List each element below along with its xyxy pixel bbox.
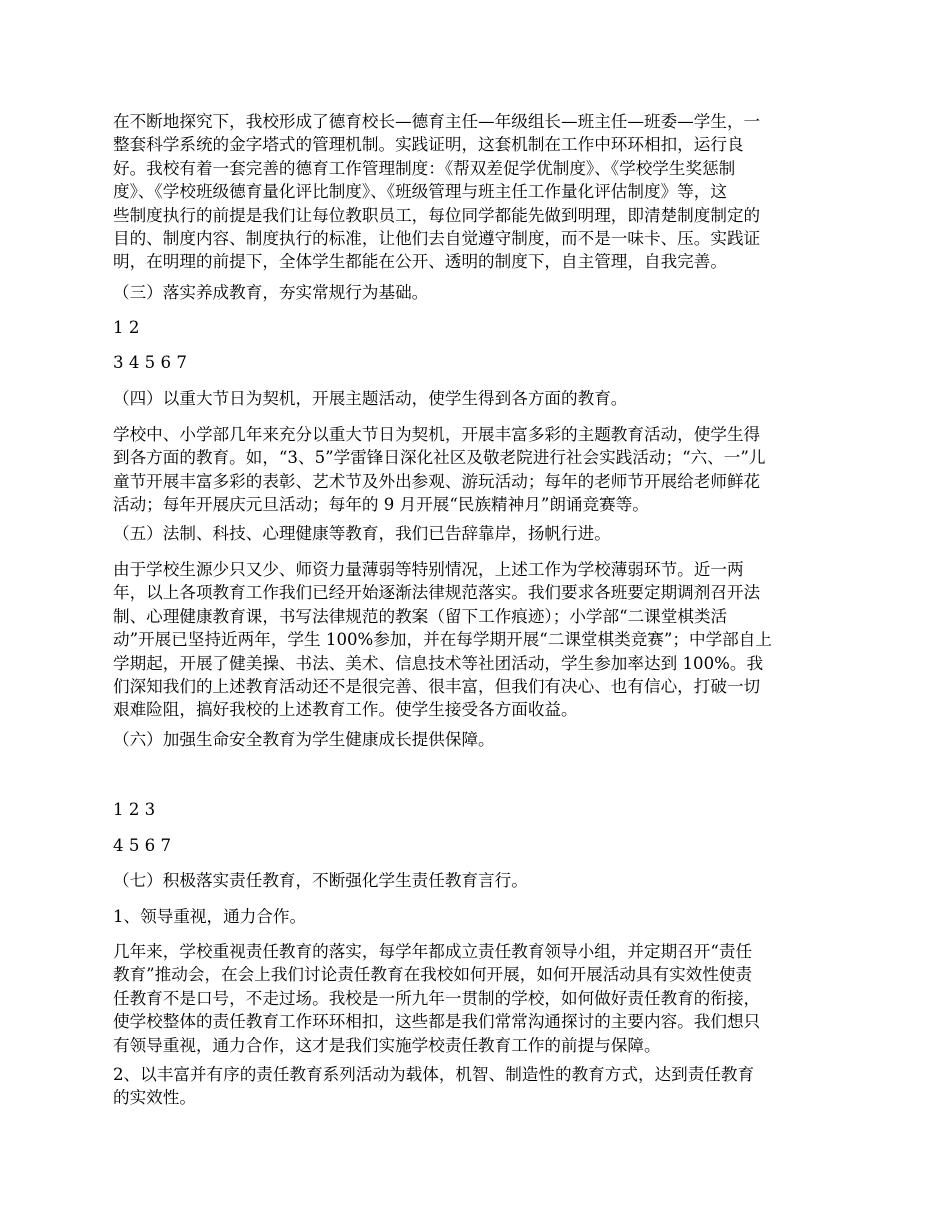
- number-row: [113, 798, 840, 821]
- paragraph-management-system: [113, 110, 840, 274]
- text-line: （四）以重大节日为契机，开展主题活动，使学生得到各方面的教育。: [113, 389, 628, 408]
- text-line: 1、领导重视，通力合作。: [113, 907, 307, 926]
- text-line: 童节开展丰富多彩的表彰、艺术节及外出参观、游玩活动；每年的老师节开展给老师鲜花: [113, 471, 761, 491]
- text-line: 目的、制度内容、制度执行的标准，让他们去自觉遵守制度，而不是一味卡、压。实践证: [113, 229, 761, 249]
- section-heading-7: [113, 869, 840, 892]
- text-line: （三）落实养成教育，夯实常规行为基础。: [113, 283, 429, 302]
- paragraph-festival-activities: [113, 423, 840, 517]
- text-line: 教育”推动会，在会上我们讨论责任教育在我校如何开展，如何开展活动具有实效性使责: [113, 965, 753, 985]
- text-line: （六）加强生命安全教育为学生健康成长提供保障。: [113, 730, 495, 749]
- text-line: 艰难险阻，搞好我校的上述教育工作。使学生接受各方面收益。: [113, 700, 578, 720]
- text-line: （七）积极落实责任教育，不断强化学生责任教育言行。: [113, 871, 528, 890]
- text-line: 度》、《学校班级德育量化评比制度》、《班级管理与班主任工作量化评估制度》等，这: [113, 182, 727, 202]
- paragraph-legal-education: [113, 558, 840, 722]
- text-line: 年，以上各项教育工作我们已经开始逐渐法律规范落实。我们要求各班要定期调剂召开法: [113, 583, 761, 603]
- number-row: [113, 351, 840, 374]
- text-line: 3 4 5 6 7: [113, 353, 187, 372]
- text-line: 学校中、小学部几年来充分以重大节日为契机，开展丰富多彩的主题教育活动，使学生得: [113, 425, 761, 444]
- text-line: 些制度执行的前提是我们让每位教职员工，每位同学都能先做到明理，即清楚制度制定的: [113, 205, 761, 225]
- text-line: 学期起，开展了健美操、书法、美术、信息技术等社团活动，学生参加率达到 100%。我: [113, 653, 764, 673]
- text-line: 任教育不是口号，不走过场。我校是一所九年一贯制的学校，如何做好责任教育的衔接，: [113, 988, 761, 1008]
- text-line: 几年来，学校重视责任教育的落实，每学年都成立责任教育领导小组，并定期召开“责任: [113, 942, 753, 961]
- subheading-1: [113, 905, 840, 928]
- text-line: 制、心理健康教育课，书写法律规范的教案（留下工作痕迹）；小学部“二课堂棋类活: [113, 606, 728, 626]
- section-heading-6: [113, 728, 840, 751]
- text-line: 由于学校生源少只又少、师资力量薄弱等特别情况，上述工作为学校薄弱环节。近一两: [113, 560, 744, 579]
- text-line: 们深知我们的上述教育活动还不是很完善、很丰富，但我们有决心、也有信心，打破一切: [113, 677, 761, 697]
- text-line: 1 2 3: [113, 800, 156, 819]
- section-heading-3: [113, 281, 840, 304]
- number-row: [113, 834, 840, 857]
- text-line: 动”开展已坚持近两年，学生 100%参加，并在每学期开展“二课堂棋类竞赛”；中学部自上: [113, 630, 772, 650]
- text-line: 活动；每年开展庆元旦活动；每年的 9 月开展“民族精神月”朗诵竞赛等。: [113, 495, 649, 515]
- number-row: [113, 316, 840, 339]
- text-line: 整套科学系统的金字塔式的管理机制。实践证明，这套机制在工作中环环相扣，运行良: [113, 135, 744, 155]
- text-line: 的实效性。: [113, 1088, 196, 1108]
- text-line: 有领导重视，通力合作，这才是我们实施学校责任教育工作的前提与保障。: [113, 1035, 661, 1055]
- text-line: 1 2: [113, 318, 140, 337]
- text-line: 在不断地探究下，我校形成了德育校长—德育主任—年级组长—班主任—班委—学生，一: [113, 112, 761, 131]
- section-heading-4: [113, 387, 840, 410]
- paragraph-responsibility-education: [113, 940, 840, 1057]
- subheading-2: [113, 1063, 840, 1110]
- text-line: （五）法制、科技、心理健康等教育，我们已告辞靠岸，扬帆行进。: [113, 524, 611, 543]
- text-line: 明，在明理的前提下，全体学生都能在公开、透明的制度下，自主管理，自我完善。: [113, 252, 727, 272]
- text-line: 2、以丰富并有序的责任教育系列活动为载体，机智、制造性的教育方式，达到责任教育: [113, 1065, 755, 1084]
- text-line: 到各方面的教育。如，“3、5”学雷锋日深化社区及敬老院进行社会实践活动；“六、一”儿: [113, 448, 766, 468]
- text-line: 好。我校有着一套完善的德育工作管理制度：《帮双差促学优制度》、《学校学生奖惩制: [113, 158, 736, 178]
- section-heading-5: [113, 522, 840, 545]
- text-line: 4 5 6 7: [113, 836, 172, 855]
- text-line: 使学校整体的责任教育工作环环相扣，这些都是我们常常沟通探讨的主要内容。我们想只: [113, 1012, 761, 1032]
